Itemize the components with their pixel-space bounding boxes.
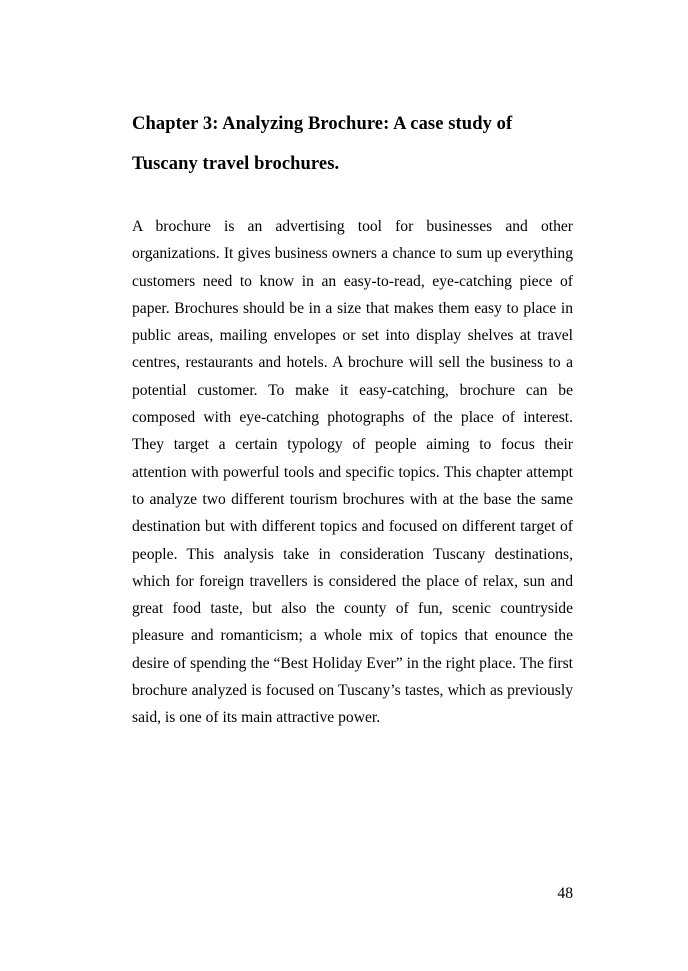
page-number: 48 [557,885,573,902]
chapter-heading: Chapter 3: Analyzing Brochure: A case study of Tuscany travel brochures. [132,114,513,174]
heading-body-spacer [132,184,573,213]
body-paragraph: A brochure is an advertising tool for businesses and other organizations. It gives business owners a chance to sum up everything customers need to know in an easy-to-read, eye-catching piece of paper. Brochures should be in a size that makes them easy to place in public areas, mailing envelopes or set into display shelves at travel centres, restaurants and hotels. A brochure will sell the business to a potential customer. To make it easy-catching, brochure can be composed with eye-catching photographs of the place of interest. They target a certain typology of people aiming to focus their attention with powerful tools and specific topics. This chapter attempt to analyze two different tourism brochures with at the base the same destination but with different topics and focused on different target of people. This analysis take in consideration Tuscany destinations, which for foreign travellers is considered the place of relax, sun and great food taste, but also the county of fun, scenic countryside pleasure and romanticism; a whole mix of topics that enounce the desire of spending the “Best Holiday Ever” in the right place. The first brochure analyzed is focused on Tuscany’s tastes, which as previously said, is one of its main attractive power. [132,218,573,727]
page-content [132,104,573,732]
